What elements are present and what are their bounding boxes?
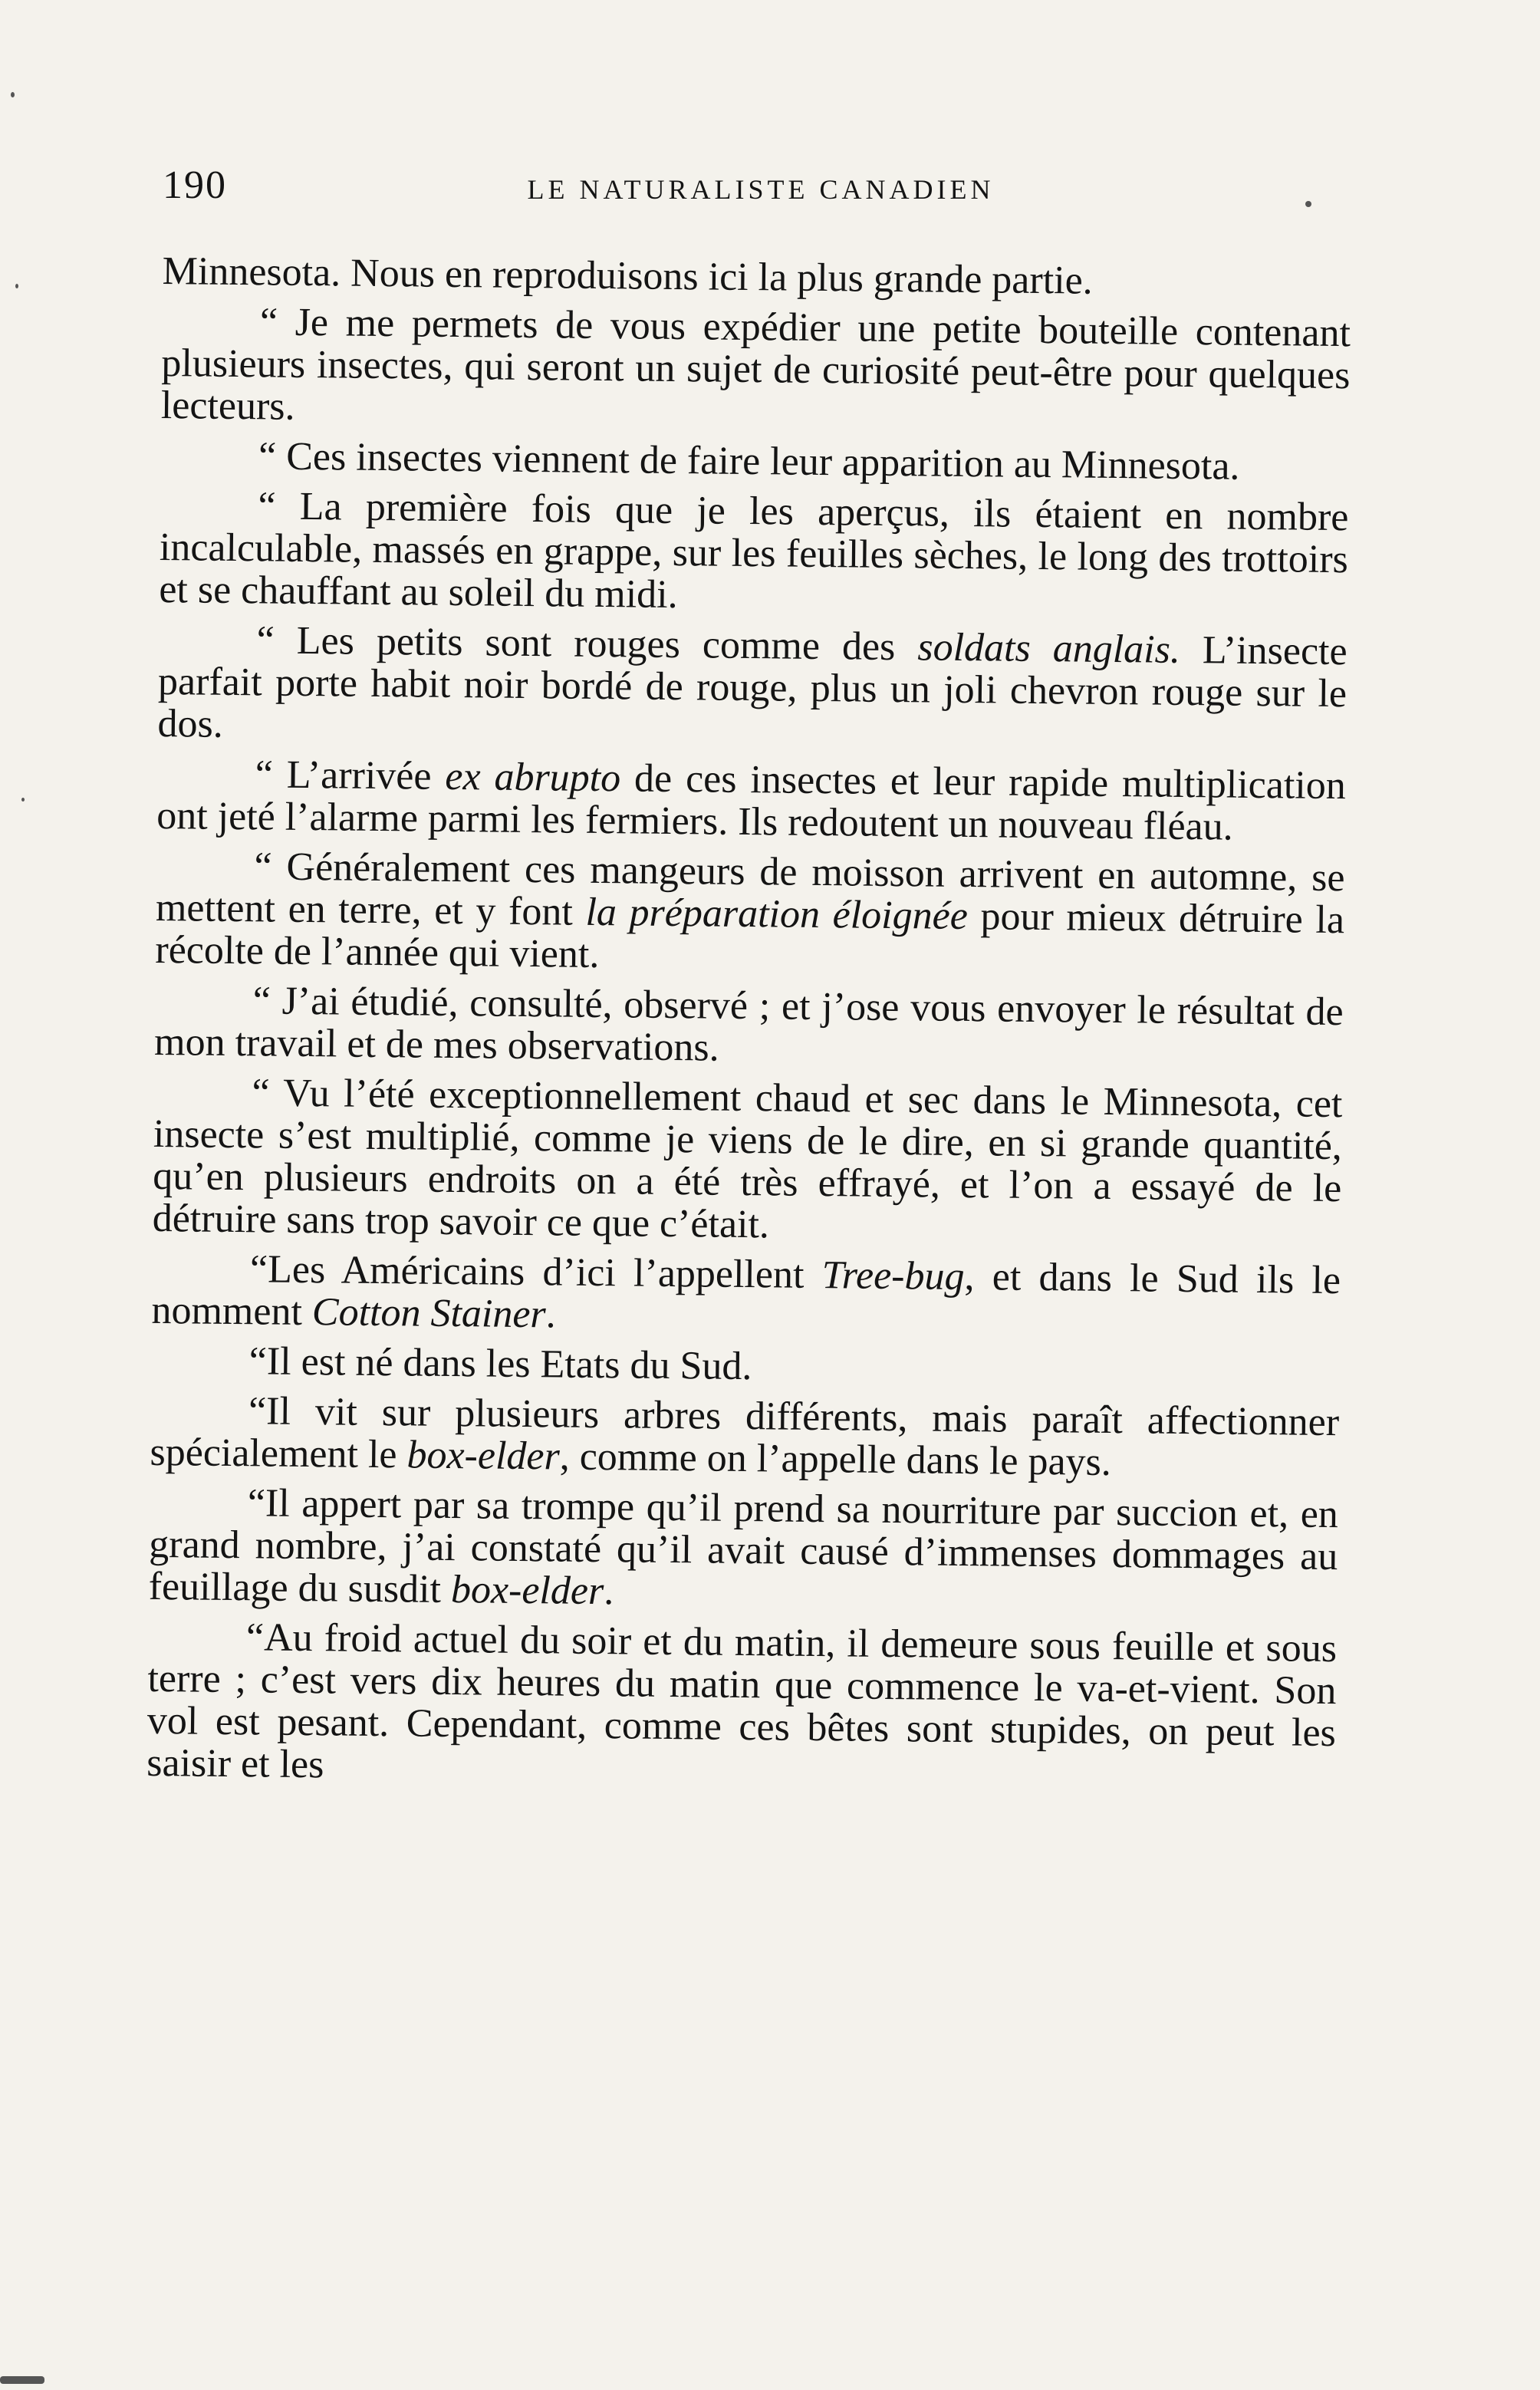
text-run: “Il est né dans les Etats du Sud.: [248, 1339, 752, 1389]
italic-text: box-elder: [406, 1433, 561, 1479]
text-run: .: [545, 1292, 557, 1337]
ink-speck: [11, 92, 15, 97]
ink-speck: [15, 284, 18, 288]
text-run: “Au froid actuel du soir et du matin, il demeure sous feuille et sous terre ; c’est vers dix heures du matin que commence le va-et-vient. Son vol est pesant. Cependant, comme ces bêtes sont stupides, on peut les saisir et les: [146, 1615, 1338, 1787]
body-text: [146, 250, 1351, 1804]
italic-text: Cotton Stainer: [311, 1290, 547, 1337]
paragraph: [157, 618, 1348, 757]
paragraph: [156, 752, 1346, 849]
ink-speck: [21, 798, 25, 802]
ink-speck: [0, 2376, 44, 2384]
paragraph: [159, 484, 1349, 623]
italic-text: soldats anglais.: [917, 625, 1181, 672]
paragraph: [151, 1247, 1341, 1344]
italic-text: Tree-bug: [821, 1253, 965, 1299]
text-run: “ Vu l’été exceptionnellement chaud et sec dans le Minnesota, cet insecte s’est multiplié, comme je viens de le dire, en si grande quantité, qu’en plusieurs endroits on a été très effrayé, et l’on a essayé de le détruire sans trop savoir ce que c’était.: [152, 1071, 1343, 1247]
text-run: , et dans le Sud ils le nomment: [151, 1255, 1341, 1335]
paragraph: [160, 434, 1349, 489]
paragraph: [152, 1071, 1342, 1252]
paragraph: [154, 979, 1344, 1075]
page-number: 190: [163, 163, 227, 207]
paragraph: [150, 1389, 1339, 1486]
italic-text: la préparation éloignée: [585, 890, 969, 939]
text-run: “ La première fois que je les aperçus, ils étaient en nombre incalculable, massés en grappe, sur les feuilles sèches, le long des trottoirs et se chauffant au soleil du midi.: [159, 484, 1349, 617]
italic-text: ex abrupto: [445, 754, 621, 801]
text-run: .: [603, 1569, 614, 1614]
text-run: “Il vit sur plusieurs arbres différents, mais paraît affectionner spécialement le: [150, 1389, 1340, 1477]
running-title: LE NATURALISTE CANADIEN: [527, 174, 995, 205]
text-run: “ Généralement ces mangeurs de moisson arrivent en automne, se mettent en terre, et y font: [155, 844, 1345, 934]
paragraph: [162, 250, 1351, 305]
paragraph: [161, 300, 1351, 439]
paragraph: [155, 844, 1345, 983]
text-run: “Les Américains d’ici l’appellent: [249, 1247, 823, 1298]
italic-text: box-elder: [450, 1568, 604, 1614]
text-run: , comme on l’appelle dans le pays.: [559, 1434, 1112, 1485]
text-run: Minnesota. Nous en reproduisons ici la plus grande partie.: [162, 249, 1094, 303]
text-run: L’insecte parfait porte habit noir bordé de rouge, plus un joli chevron rouge sur le dos.: [157, 627, 1348, 746]
paragraph: [151, 1339, 1340, 1394]
text-run: “ L’arrivée: [255, 752, 446, 798]
text-run: “ Ces insectes viennent de faire leur apparition au Minnesota.: [258, 434, 1240, 489]
paragraph: [146, 1615, 1337, 1796]
text-run: “ Les petits sont rouges comme des: [256, 618, 918, 670]
paragraph: [148, 1481, 1338, 1620]
text-run: pour mieux détruire la récolte de l’année qui vient.: [155, 894, 1345, 977]
text-run: de ces insectes et leur rapide multiplication ont jeté l’alarme parmi les fermiers. Ils redoutent un nouveau fléau.: [156, 756, 1347, 849]
text-run: “ Je me permets de vous expédier une petite bouteille contenant plusieurs insectes, qui seront un sujet de curiosité peut-être pour quelques lecteurs.: [160, 300, 1351, 429]
page-header: [163, 163, 1359, 216]
ink-speck: [1305, 201, 1311, 207]
text-run: “Il appert par sa trompe qu’il prend sa nourriture par succion et, en grand nombre, j’ai constaté qu’il avait causé d’immenses dommages au feuillage du susdit: [148, 1481, 1339, 1612]
text-run: “ J’ai étudié, consulté, observé ; et j’ose vous envoyer le résultat de mon travail et de mes observations.: [153, 979, 1344, 1070]
